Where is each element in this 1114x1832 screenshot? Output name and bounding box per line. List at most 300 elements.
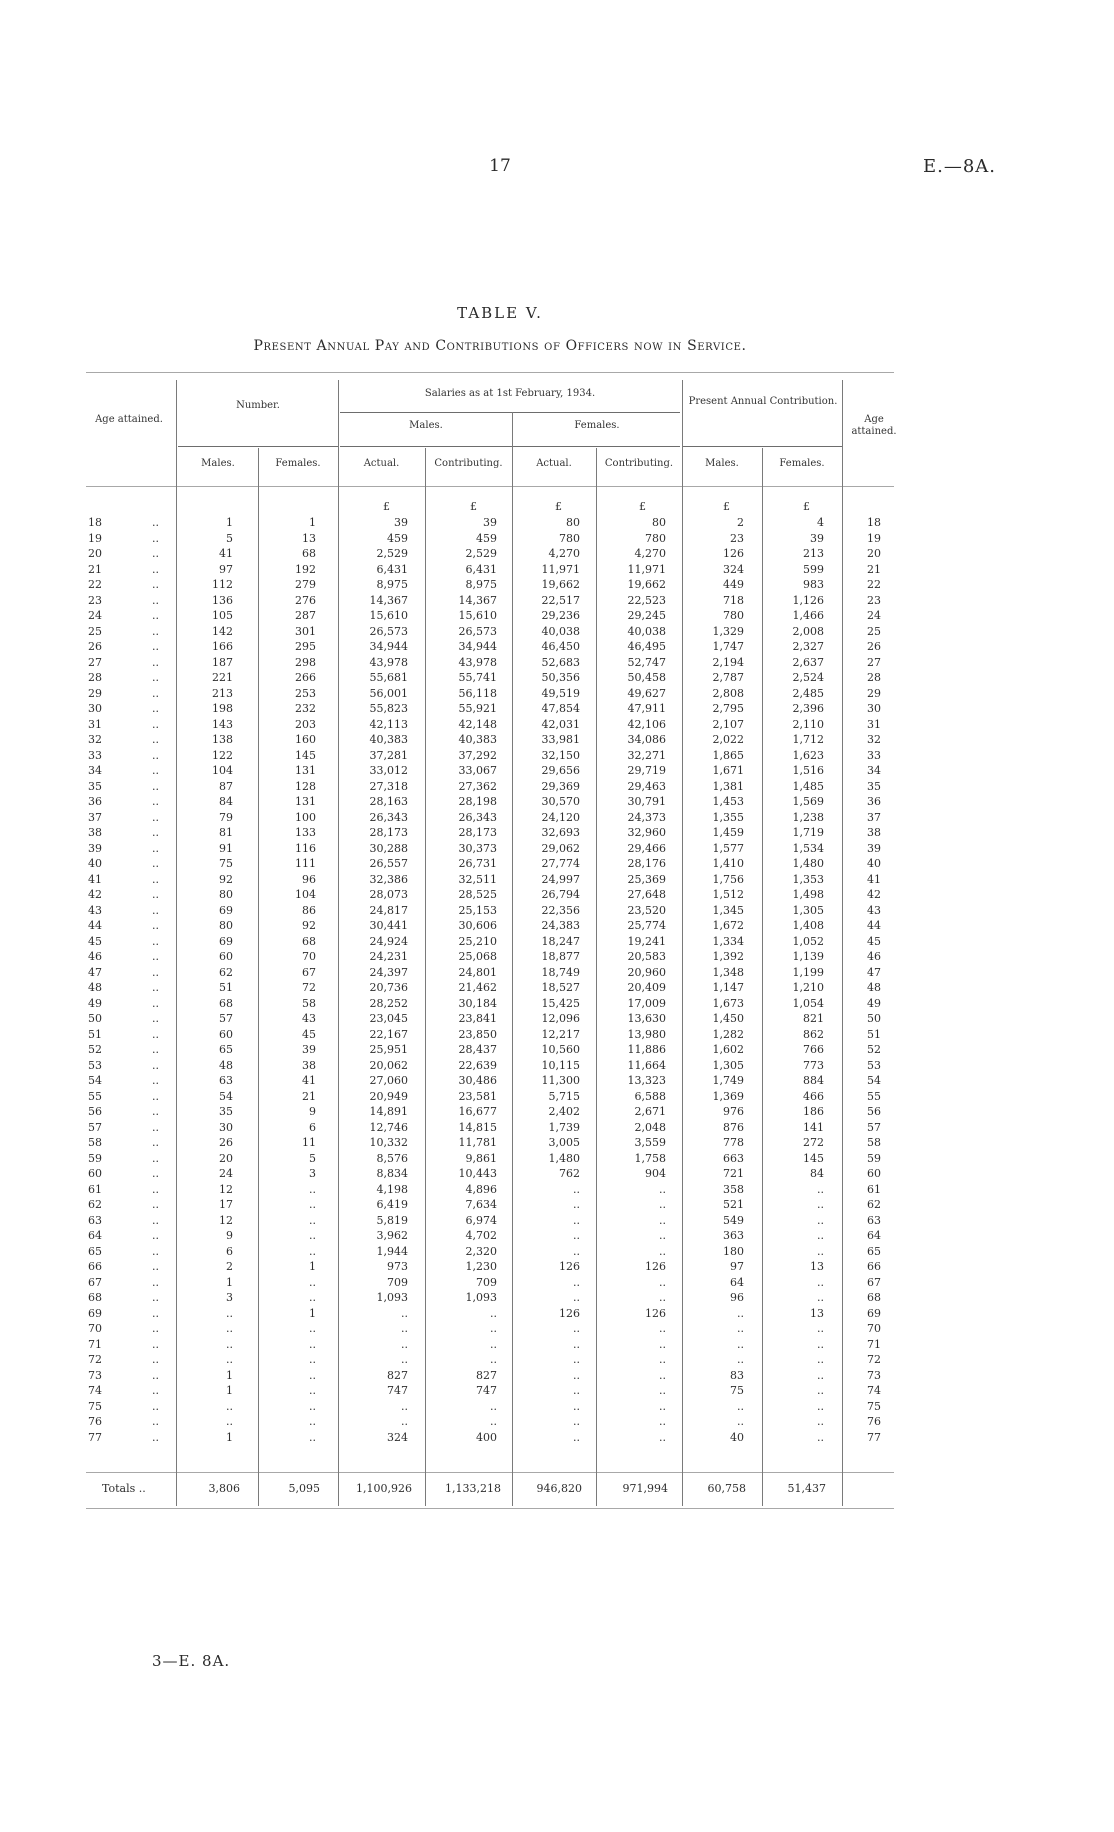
- value-cell: 55,921: [458, 702, 497, 715]
- value-cell: 49,519: [541, 686, 580, 700]
- age-cell-right: 20: [867, 547, 881, 560]
- value-cell: 10,443: [458, 1167, 497, 1180]
- value-cell: 52,683: [541, 655, 580, 669]
- age-cell-right: 65: [867, 1244, 881, 1258]
- value-cell: ..: [490, 1399, 497, 1413]
- value-cell: 50,458: [627, 671, 666, 684]
- leader-dots: ..: [152, 965, 159, 979]
- value-cell: 22,517: [541, 593, 580, 607]
- leader-dots: ..: [152, 531, 159, 545]
- age-cell: 58: [88, 1136, 102, 1149]
- value-cell: 773: [803, 1058, 824, 1072]
- value-cell: 709: [387, 1275, 408, 1289]
- value-cell: 32,150: [541, 748, 580, 762]
- age-cell-right: 23: [867, 593, 881, 607]
- value-cell: ..: [309, 1415, 316, 1428]
- value-cell: 80: [652, 516, 666, 529]
- value-cell: 2: [737, 516, 744, 529]
- value-cell: 23,045: [369, 1012, 408, 1025]
- value-cell: 466: [803, 1089, 824, 1103]
- value-cell: 26,557: [369, 857, 408, 870]
- value-cell: 49,627: [627, 686, 666, 700]
- value-cell: 762: [559, 1167, 580, 1180]
- value-cell: 1,210: [792, 981, 824, 994]
- value-cell: 821: [803, 1012, 824, 1025]
- value-cell: 2,327: [792, 640, 824, 653]
- value-cell: 34,944: [369, 640, 408, 653]
- value-cell: 27,362: [458, 779, 497, 793]
- value-cell: 2,808: [712, 686, 744, 700]
- value-cell: 862: [803, 1027, 824, 1041]
- value-cell: 30,791: [627, 795, 666, 808]
- leader-dots: ..: [152, 919, 159, 932]
- value-cell: 2,485: [792, 686, 824, 700]
- age-cell-right: 74: [867, 1384, 881, 1397]
- value-cell: ..: [573, 1275, 580, 1289]
- value-cell: 81: [219, 826, 233, 839]
- age-cell-right: 58: [867, 1136, 881, 1149]
- value-cell: 6,431: [465, 562, 497, 576]
- value-cell: 203: [295, 717, 316, 731]
- value-cell: 778: [723, 1136, 744, 1149]
- value-cell: 276: [295, 593, 316, 607]
- value-cell: 15,610: [369, 609, 408, 622]
- leader-dots: ..: [152, 1306, 159, 1320]
- age-cell-right: 24: [867, 609, 881, 622]
- age-cell: 67: [88, 1275, 102, 1289]
- leader-dots: ..: [152, 826, 159, 839]
- value-cell: 111: [295, 857, 316, 870]
- value-cell: 4: [817, 516, 824, 529]
- value-cell: ..: [309, 1198, 316, 1211]
- leader-dots: ..: [152, 640, 159, 653]
- value-cell: ..: [659, 1430, 666, 1444]
- value-cell: 10,332: [369, 1136, 408, 1149]
- value-cell: ..: [573, 1291, 580, 1304]
- value-cell: ..: [817, 1384, 824, 1397]
- value-cell: 26: [219, 1136, 233, 1149]
- value-cell: 1,052: [792, 934, 824, 948]
- age-cell-right: 26: [867, 640, 881, 653]
- value-cell: 32,511: [458, 872, 497, 886]
- value-cell: 747: [476, 1384, 497, 1397]
- leader-dots: ..: [152, 624, 159, 638]
- value-cell: 43: [302, 1012, 316, 1025]
- value-cell: 6,974: [465, 1213, 497, 1227]
- value-cell: 60: [219, 950, 233, 963]
- value-cell: 24,231: [369, 950, 408, 963]
- age-cell: 65: [88, 1244, 102, 1258]
- value-cell: 14,367: [369, 593, 408, 607]
- value-cell: ..: [401, 1322, 408, 1335]
- value-cell: ..: [309, 1337, 316, 1351]
- value-cell: 363: [723, 1229, 744, 1242]
- age-cell-right: 52: [867, 1043, 881, 1056]
- age-cell: 25: [88, 624, 102, 638]
- value-cell: 25,153: [458, 903, 497, 917]
- value-cell: ..: [573, 1198, 580, 1211]
- value-cell: ..: [737, 1415, 744, 1428]
- value-cell: 37,292: [458, 748, 497, 762]
- value-cell: ..: [737, 1353, 744, 1366]
- header-females-actual: Actual.: [536, 458, 572, 469]
- value-cell: 18,527: [541, 981, 580, 994]
- value-cell: 2,637: [792, 655, 824, 669]
- value-cell: 721: [723, 1167, 744, 1180]
- value-cell: 75: [730, 1384, 744, 1397]
- value-cell: 75: [219, 857, 233, 870]
- value-cell: 13,323: [627, 1074, 666, 1087]
- value-cell: ..: [309, 1399, 316, 1413]
- value-cell: 29,062: [541, 841, 580, 855]
- leader-dots: ..: [152, 1275, 159, 1289]
- value-cell: 1,305: [792, 903, 824, 917]
- value-cell: 42,148: [458, 717, 497, 731]
- value-cell: 28,437: [458, 1043, 497, 1056]
- age-cell-right: 40: [867, 857, 881, 870]
- leader-dots: ..: [152, 1260, 159, 1273]
- leader-dots: ..: [152, 717, 159, 731]
- age-cell: 26: [88, 640, 102, 653]
- leader-dots: ..: [152, 1291, 159, 1304]
- age-cell-right: 57: [867, 1120, 881, 1134]
- age-cell-right: 77: [867, 1430, 881, 1444]
- value-cell: 1,381: [712, 779, 744, 793]
- value-cell: 23,850: [458, 1027, 497, 1041]
- value-cell: 51: [219, 981, 233, 994]
- value-cell: 92: [302, 919, 316, 932]
- header-contrib-females: Females.: [779, 458, 825, 469]
- value-cell: 1,865: [712, 748, 744, 762]
- value-cell: 46,495: [627, 640, 666, 653]
- value-cell: ..: [817, 1337, 824, 1351]
- value-cell: 1,345: [712, 903, 744, 917]
- value-cell: 663: [723, 1151, 744, 1165]
- value-cell: 709: [476, 1275, 497, 1289]
- value-cell: 131: [295, 795, 316, 808]
- value-cell: 34,086: [627, 733, 666, 746]
- age-cell: 59: [88, 1151, 102, 1165]
- value-cell: 7,634: [465, 1198, 497, 1211]
- age-cell: 39: [88, 841, 102, 855]
- age-cell-right: 70: [867, 1322, 881, 1335]
- value-cell: 24,397: [369, 965, 408, 979]
- value-cell: 72: [302, 981, 316, 994]
- value-cell: 1,749: [712, 1074, 744, 1087]
- value-cell: 973: [387, 1260, 408, 1273]
- value-cell: 24,817: [369, 903, 408, 917]
- value-cell: ..: [573, 1182, 580, 1196]
- value-cell: 28,163: [369, 795, 408, 808]
- age-cell-right: 66: [867, 1260, 881, 1273]
- leader-dots: ..: [152, 733, 159, 746]
- value-cell: 46,450: [541, 640, 580, 653]
- value-cell: ..: [659, 1198, 666, 1211]
- value-cell: 143: [212, 717, 233, 731]
- value-cell: 67: [302, 965, 316, 979]
- value-cell: 43,978: [369, 655, 408, 669]
- leader-dots: ..: [152, 1430, 159, 1444]
- value-cell: 63: [219, 1074, 233, 1087]
- value-cell: 4,702: [465, 1229, 497, 1242]
- age-cell-right: 50: [867, 1012, 881, 1025]
- value-cell: ..: [659, 1384, 666, 1397]
- value-cell: 11,886: [627, 1043, 666, 1056]
- currency-unit: £: [383, 500, 390, 513]
- value-cell: 39: [483, 516, 497, 529]
- value-cell: 27,318: [369, 779, 408, 793]
- age-cell: 45: [88, 934, 102, 948]
- age-cell-right: 18: [867, 516, 881, 529]
- value-cell: 39: [810, 531, 824, 545]
- age-cell-right: 32: [867, 733, 881, 746]
- value-cell: ..: [573, 1384, 580, 1397]
- value-cell: ..: [817, 1275, 824, 1289]
- value-cell: 1,672: [712, 919, 744, 932]
- value-cell: 21,462: [458, 981, 497, 994]
- value-cell: 1,093: [376, 1291, 408, 1304]
- value-cell: ..: [490, 1322, 497, 1335]
- leader-dots: ..: [152, 857, 159, 870]
- value-cell: 69: [219, 934, 233, 948]
- age-cell-right: 59: [867, 1151, 881, 1165]
- totals-cell: 1,133,218: [445, 1482, 501, 1495]
- age-cell: 60: [88, 1167, 102, 1180]
- value-cell: 62: [219, 965, 233, 979]
- value-cell: ..: [659, 1291, 666, 1304]
- value-cell: 25,369: [627, 872, 666, 886]
- value-cell: ..: [659, 1322, 666, 1335]
- age-cell-right: 39: [867, 841, 881, 855]
- header-males-actual: Actual.: [363, 458, 400, 469]
- value-cell: 28,525: [458, 888, 497, 901]
- value-cell: 27,060: [369, 1074, 408, 1087]
- value-cell: 131: [295, 764, 316, 777]
- leader-dots: ..: [152, 516, 159, 529]
- value-cell: 104: [212, 764, 233, 777]
- leader-dots: ..: [152, 1074, 159, 1087]
- header-males-contributing: Contributing.: [434, 458, 503, 469]
- totals-cell: 3,806: [208, 1482, 240, 1495]
- value-cell: 55,741: [458, 671, 497, 684]
- value-cell: 272: [803, 1136, 824, 1149]
- age-cell: 64: [88, 1229, 102, 1242]
- value-cell: 976: [723, 1105, 744, 1118]
- value-cell: ..: [490, 1353, 497, 1366]
- leader-dots: ..: [152, 1151, 159, 1165]
- value-cell: 50,356: [541, 671, 580, 684]
- value-cell: 232: [295, 702, 316, 715]
- value-cell: 22,639: [458, 1058, 497, 1072]
- leader-dots: ..: [152, 764, 159, 777]
- value-cell: 1,602: [712, 1043, 744, 1056]
- value-cell: 11,781: [458, 1136, 497, 1149]
- value-cell: 55,681: [369, 671, 408, 684]
- value-cell: 28,252: [369, 996, 408, 1010]
- header-number-females: Females.: [275, 458, 321, 469]
- value-cell: ..: [573, 1368, 580, 1382]
- value-cell: 1,139: [792, 950, 824, 963]
- value-cell: 20,062: [369, 1058, 408, 1072]
- value-cell: 30,570: [541, 795, 580, 808]
- age-cell-right: 49: [867, 996, 881, 1010]
- value-cell: 23: [730, 531, 744, 545]
- value-cell: 9: [309, 1105, 316, 1118]
- value-cell: ..: [737, 1399, 744, 1413]
- value-cell: 9: [226, 1229, 233, 1242]
- value-cell: 28,198: [458, 795, 497, 808]
- value-cell: ..: [659, 1337, 666, 1351]
- value-cell: 42,031: [541, 717, 580, 731]
- value-cell: 42,106: [627, 717, 666, 731]
- value-cell: 2,787: [712, 671, 744, 684]
- leader-dots: ..: [152, 748, 159, 762]
- currency-unit: £: [639, 500, 646, 513]
- value-cell: ..: [659, 1368, 666, 1382]
- value-cell: 1: [309, 516, 316, 529]
- age-cell-right: 34: [867, 764, 881, 777]
- value-cell: 279: [295, 578, 316, 591]
- value-cell: 1: [226, 1384, 233, 1397]
- value-cell: ..: [401, 1353, 408, 1366]
- value-cell: 39: [302, 1043, 316, 1056]
- value-cell: 68: [302, 547, 316, 560]
- value-cell: 718: [723, 593, 744, 607]
- value-cell: 1: [226, 1275, 233, 1289]
- value-cell: 11: [302, 1136, 316, 1149]
- value-cell: ..: [309, 1368, 316, 1382]
- value-cell: 80: [219, 919, 233, 932]
- value-cell: 52,747: [627, 655, 666, 669]
- leader-dots: ..: [152, 888, 159, 901]
- leader-dots: ..: [152, 1353, 159, 1366]
- value-cell: 32,960: [627, 826, 666, 839]
- age-cell: 20: [88, 547, 102, 560]
- value-cell: 13: [810, 1260, 824, 1273]
- value-cell: 20,736: [369, 981, 408, 994]
- value-cell: 18,877: [541, 950, 580, 963]
- leader-dots: ..: [152, 841, 159, 855]
- age-cell: 35: [88, 779, 102, 793]
- value-cell: 187: [212, 655, 233, 669]
- value-cell: 1,480: [792, 857, 824, 870]
- value-cell: 60: [219, 1027, 233, 1041]
- value-cell: 29,656: [541, 764, 580, 777]
- value-cell: ..: [737, 1337, 744, 1351]
- value-cell: ..: [817, 1229, 824, 1242]
- value-cell: 1,408: [792, 919, 824, 932]
- value-cell: 30,373: [458, 841, 497, 855]
- leader-dots: ..: [152, 1415, 159, 1428]
- value-cell: 105: [212, 609, 233, 622]
- value-cell: ..: [490, 1306, 497, 1320]
- value-cell: 876: [723, 1120, 744, 1134]
- age-cell-right: 71: [867, 1337, 881, 1351]
- value-cell: 449: [723, 578, 744, 591]
- value-cell: ..: [817, 1182, 824, 1196]
- value-cell: 1: [226, 1368, 233, 1382]
- value-cell: 2,022: [712, 733, 744, 746]
- value-cell: 32,271: [627, 748, 666, 762]
- value-cell: 14,891: [369, 1105, 408, 1118]
- age-cell-right: 54: [867, 1074, 881, 1087]
- value-cell: 1,450: [712, 1012, 744, 1025]
- value-cell: 2,671: [634, 1105, 666, 1118]
- value-cell: ..: [309, 1275, 316, 1289]
- leader-dots: ..: [152, 1058, 159, 1072]
- value-cell: 57: [219, 1012, 233, 1025]
- value-cell: 14,815: [458, 1120, 497, 1134]
- value-cell: 84: [219, 795, 233, 808]
- value-cell: 459: [476, 531, 497, 545]
- value-cell: 2,529: [376, 547, 408, 560]
- value-cell: ..: [226, 1415, 233, 1428]
- value-cell: 97: [730, 1260, 744, 1273]
- value-cell: 91: [219, 841, 233, 855]
- footer-code: 3—E. 8A.: [152, 1652, 231, 1670]
- age-cell: 29: [88, 686, 102, 700]
- value-cell: 3: [226, 1291, 233, 1304]
- age-cell: 62: [88, 1198, 102, 1211]
- value-cell: 3,962: [376, 1229, 408, 1242]
- value-cell: 142: [212, 624, 233, 638]
- value-cell: ..: [226, 1306, 233, 1320]
- value-cell: 295: [295, 640, 316, 653]
- currency-unit: £: [803, 500, 810, 513]
- value-cell: ..: [659, 1182, 666, 1196]
- age-cell-right: 55: [867, 1089, 881, 1103]
- value-cell: 12: [219, 1213, 233, 1227]
- value-cell: 2,396: [792, 702, 824, 715]
- value-cell: 37,281: [369, 748, 408, 762]
- value-cell: ..: [659, 1415, 666, 1428]
- value-cell: 3,005: [548, 1136, 580, 1149]
- value-cell: 8,576: [376, 1151, 408, 1165]
- value-cell: 128: [295, 779, 316, 793]
- age-cell: 49: [88, 996, 102, 1010]
- value-cell: 12,096: [541, 1012, 580, 1025]
- age-cell: 47: [88, 965, 102, 979]
- leader-dots: ..: [152, 593, 159, 607]
- value-cell: ..: [573, 1322, 580, 1335]
- value-cell: 40: [730, 1430, 744, 1444]
- age-cell-right: 22: [867, 578, 881, 591]
- value-cell: 20,949: [369, 1089, 408, 1103]
- value-cell: 138: [212, 733, 233, 746]
- value-cell: 45: [302, 1027, 316, 1041]
- value-cell: 8,975: [376, 578, 408, 591]
- value-cell: 780: [645, 531, 666, 545]
- value-cell: 2,320: [465, 1244, 497, 1258]
- value-cell: 43,978: [458, 655, 497, 669]
- value-cell: ..: [817, 1213, 824, 1227]
- age-cell: 51: [88, 1027, 102, 1041]
- value-cell: 2,194: [712, 655, 744, 669]
- value-cell: 83: [730, 1368, 744, 1382]
- age-cell-right: 37: [867, 810, 881, 824]
- value-cell: ..: [817, 1353, 824, 1366]
- value-cell: 266: [295, 671, 316, 684]
- header-females-contributing: Contributing.: [604, 458, 674, 469]
- leader-dots: ..: [152, 686, 159, 700]
- value-cell: 301: [295, 624, 316, 638]
- value-cell: ..: [659, 1229, 666, 1242]
- value-cell: 29,466: [627, 841, 666, 855]
- value-cell: 122: [212, 748, 233, 762]
- age-cell-right: 68: [867, 1291, 881, 1304]
- value-cell: 30,288: [369, 841, 408, 855]
- leader-dots: ..: [152, 1012, 159, 1025]
